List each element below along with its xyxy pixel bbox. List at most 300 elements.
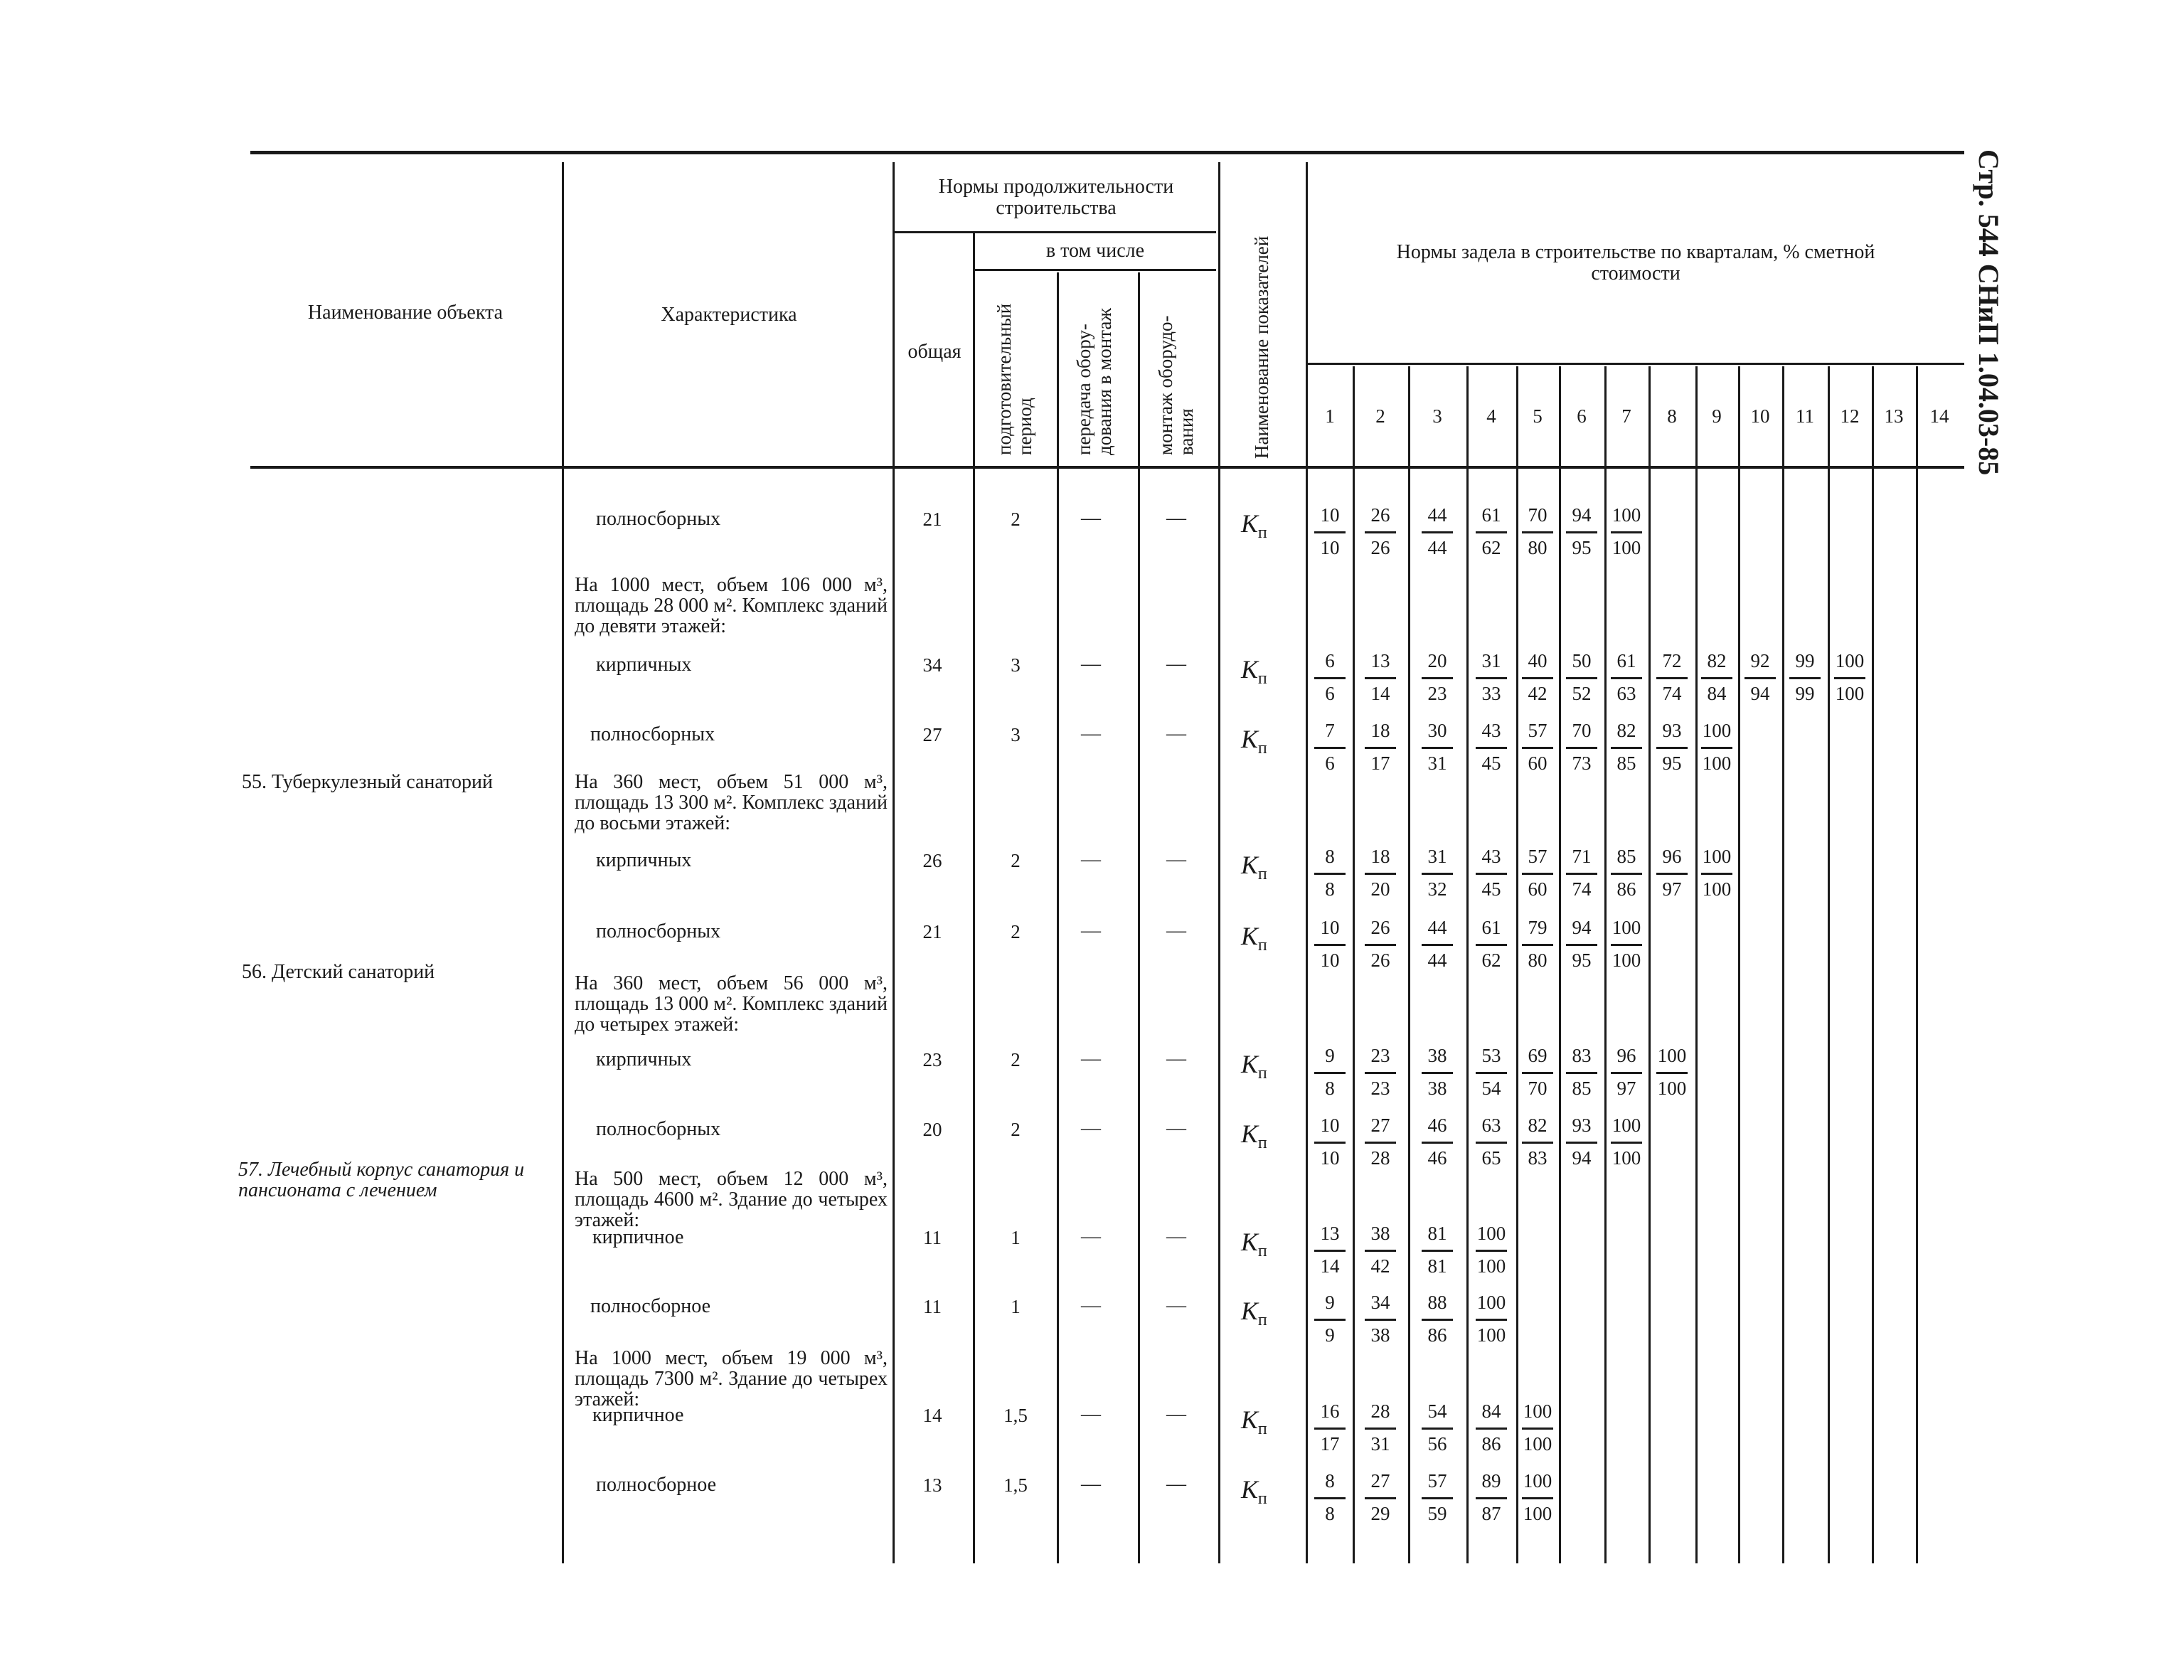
row-total: 14	[922, 1405, 942, 1426]
fraction-numerator: 61	[1481, 504, 1501, 526]
fraction-numerator: 9	[1325, 1292, 1335, 1313]
row-prep: 3	[1011, 654, 1021, 676]
row-transfer-dash: —	[1081, 920, 1101, 942]
indicator-header: Наименование показателей	[1251, 235, 1272, 459]
quarter-fraction	[1607, 1113, 1646, 1174]
quarter-fraction	[1310, 503, 1350, 564]
row-mount-dash: —	[1166, 1048, 1186, 1070]
fraction-numerator: 96	[1662, 846, 1682, 867]
fraction-bar	[1365, 944, 1396, 946]
quarter-fraction	[1697, 844, 1737, 905]
quarter-fraction	[1471, 649, 1511, 710]
col-line-mount	[1138, 272, 1140, 1563]
fraction-bar	[1611, 747, 1642, 749]
fraction-bar	[1314, 1497, 1346, 1499]
fraction-numerator: 43	[1481, 846, 1501, 867]
fraction-bar	[1422, 1319, 1453, 1321]
fraction-numerator: 79	[1528, 917, 1548, 938]
fraction-denominator: 86	[1427, 1324, 1447, 1346]
duration-header: Нормы продолжительности строительства	[938, 176, 1174, 219]
quarter-fraction	[1652, 844, 1692, 905]
fraction-numerator: 92	[1750, 650, 1770, 671]
fraction-numerator: 99	[1795, 650, 1815, 671]
fraction-denominator: 84	[1707, 683, 1727, 704]
fraction-bar	[1611, 873, 1642, 875]
quarter-header: 14	[1929, 405, 1949, 427]
fraction-numerator: 38	[1427, 1045, 1447, 1066]
fraction-numerator: 44	[1427, 917, 1447, 938]
fraction-bar	[1789, 677, 1821, 679]
fraction-denominator: 86	[1481, 1433, 1501, 1455]
fraction-bar	[1314, 873, 1346, 875]
fraction-bar	[1365, 531, 1396, 533]
fraction-numerator: 81	[1427, 1223, 1447, 1244]
row-characteristic: полносборное	[590, 1295, 711, 1317]
indicator-subscript: п	[1257, 523, 1267, 543]
row-transfer-dash: —	[1081, 1048, 1101, 1070]
fraction-denominator: 81	[1427, 1255, 1447, 1277]
row-prep: 2	[1011, 1119, 1021, 1140]
quarter-header: 4	[1486, 405, 1496, 427]
fraction-bar	[1611, 944, 1642, 946]
quarter-fraction	[1310, 718, 1350, 780]
quarter-fraction	[1785, 649, 1825, 710]
quarter-fraction	[1518, 649, 1557, 710]
fraction-denominator: 100	[1612, 1147, 1641, 1169]
quarter-col-line	[1872, 366, 1874, 1563]
fraction-denominator: 86	[1616, 878, 1636, 900]
fraction-denominator: 46	[1427, 1147, 1447, 1169]
col-line-quarters	[1306, 162, 1308, 1563]
fraction-bar	[1476, 1142, 1507, 1144]
indicator-symbol: К	[1241, 1297, 1258, 1325]
indicator-symbol: К	[1241, 509, 1258, 538]
fraction-denominator: 100	[1612, 950, 1641, 971]
quarter-fraction	[1310, 915, 1350, 977]
row-indicator	[1241, 921, 1267, 955]
quarter-fraction	[1417, 915, 1457, 977]
quarter-col-line	[1559, 366, 1561, 1563]
indicator-symbol: К	[1241, 922, 1258, 950]
total-header: общая	[907, 341, 962, 363]
fraction-denominator: 95	[1662, 753, 1682, 774]
fraction-denominator: 95	[1572, 950, 1592, 971]
fraction-denominator: 10	[1320, 1147, 1340, 1169]
fraction-bar	[1422, 1428, 1453, 1430]
quarter-fraction	[1607, 649, 1646, 710]
fraction-numerator: 94	[1572, 917, 1592, 938]
quarter-col-line	[1782, 366, 1784, 1563]
fraction-numerator: 31	[1481, 650, 1501, 671]
fraction-numerator: 54	[1427, 1400, 1447, 1422]
fraction-bar	[1365, 1072, 1396, 1074]
indicator-subscript: п	[1257, 739, 1267, 758]
fraction-numerator: 100	[1702, 846, 1732, 867]
quarter-fraction	[1310, 1113, 1350, 1174]
fraction-numerator: 82	[1616, 720, 1636, 741]
fraction-bar	[1422, 873, 1453, 875]
indicator-subscript: п	[1257, 936, 1267, 955]
indicator-subscript: п	[1257, 669, 1267, 689]
quarter-col-line	[1916, 366, 1918, 1563]
fraction-denominator: 87	[1481, 1503, 1501, 1524]
fraction-numerator: 13	[1320, 1223, 1340, 1244]
fraction-denominator: 100	[1523, 1503, 1552, 1524]
row-mount-dash: —	[1166, 1473, 1186, 1495]
quarter-fraction	[1697, 649, 1737, 710]
row-total: 11	[923, 1296, 942, 1317]
description-1: На 1000 мест, объем 106 000 м³, площадь 28 000 м². Комплекс зданий до девяти этажей:	[575, 574, 888, 637]
fraction-denominator: 8	[1325, 1503, 1335, 1524]
quarter-header: 13	[1884, 405, 1904, 427]
fraction-numerator: 100	[1612, 1115, 1641, 1136]
fraction-denominator: 63	[1616, 683, 1636, 704]
row-mount-dash: —	[1166, 1226, 1186, 1248]
quarter-fraction	[1471, 1469, 1511, 1530]
fraction-bar	[1476, 1072, 1507, 1074]
fraction-bar	[1314, 1142, 1346, 1144]
col-line-characteristic	[562, 162, 564, 1563]
row-prep: 3	[1011, 724, 1021, 745]
fraction-denominator: 85	[1616, 753, 1636, 774]
quarter-header: 9	[1712, 405, 1722, 427]
quarter-fraction	[1310, 1043, 1350, 1105]
fraction-bar	[1701, 677, 1732, 679]
row-prep: 1,5	[1003, 1474, 1028, 1496]
row-total: 13	[922, 1474, 942, 1496]
fraction-bar	[1422, 531, 1453, 533]
quarter-fraction	[1562, 915, 1602, 977]
fraction-bar	[1422, 747, 1453, 749]
quarter-fraction	[1740, 649, 1780, 710]
fraction-bar	[1365, 1250, 1396, 1252]
fraction-bar	[1422, 1072, 1453, 1074]
fraction-numerator: 96	[1616, 1045, 1636, 1066]
quarter-fraction	[1518, 844, 1557, 905]
quarter-col-line	[1466, 366, 1469, 1563]
row-characteristic: полносборных	[596, 920, 721, 942]
mount-header: монтаж оборудо-вания	[1155, 315, 1197, 455]
indicator-symbol: К	[1241, 851, 1258, 879]
object-name-header: Наименование объекта	[307, 302, 504, 324]
row-total: 11	[923, 1227, 942, 1248]
fraction-denominator: 97	[1662, 878, 1682, 900]
quarter-header: 1	[1325, 405, 1335, 427]
fraction-bar	[1314, 1072, 1346, 1074]
indicator-subscript: п	[1257, 1420, 1267, 1439]
fraction-numerator: 31	[1427, 846, 1447, 867]
quarter-fraction	[1471, 718, 1511, 780]
quarter-fraction	[1360, 718, 1400, 780]
fraction-denominator: 8	[1325, 1078, 1335, 1099]
quarter-fraction	[1471, 915, 1511, 977]
fraction-numerator: 8	[1325, 1470, 1335, 1492]
fraction-numerator: 88	[1427, 1292, 1447, 1313]
indicator-symbol: К	[1241, 655, 1258, 684]
fraction-numerator: 13	[1370, 650, 1390, 671]
transfer-header: передача обору-дования в монтаж	[1073, 308, 1115, 455]
fraction-numerator: 18	[1370, 720, 1390, 741]
fraction-bar	[1476, 873, 1507, 875]
fraction-numerator: 94	[1572, 504, 1592, 526]
quarter-header: 3	[1432, 405, 1442, 427]
fraction-denominator: 17	[1370, 753, 1390, 774]
page-side-header: Стр. 544 СНиП 1.04.03-85	[1973, 149, 2005, 476]
fraction-denominator: 6	[1325, 683, 1335, 704]
quarter-fraction	[1360, 1113, 1400, 1174]
fraction-bar	[1476, 531, 1507, 533]
fraction-bar	[1656, 1072, 1688, 1074]
fraction-bar	[1522, 944, 1553, 946]
row-transfer-dash: —	[1081, 1403, 1101, 1425]
row-characteristic: кирпичное	[592, 1404, 684, 1426]
quarter-header: 12	[1840, 405, 1860, 427]
quarter-fraction	[1417, 1290, 1457, 1351]
fraction-numerator: 26	[1370, 504, 1390, 526]
fraction-numerator: 6	[1325, 650, 1335, 671]
fraction-numerator: 63	[1481, 1115, 1501, 1136]
fraction-denominator: 74	[1662, 683, 1682, 704]
fraction-numerator: 7	[1325, 720, 1335, 741]
fraction-denominator: 28	[1370, 1147, 1390, 1169]
fraction-bar	[1365, 1428, 1396, 1430]
fraction-denominator: 17	[1320, 1433, 1340, 1455]
quarter-fraction	[1360, 1043, 1400, 1105]
fraction-bar	[1701, 747, 1732, 749]
row-characteristic: полносборное	[596, 1474, 717, 1496]
quarter-fraction	[1360, 1221, 1400, 1282]
quarter-fraction	[1562, 649, 1602, 710]
quarter-header: 8	[1667, 405, 1677, 427]
fraction-numerator: 43	[1481, 720, 1501, 741]
indicator-symbol: К	[1241, 725, 1258, 753]
fraction-denominator: 42	[1370, 1255, 1390, 1277]
fraction-bar	[1314, 1428, 1346, 1430]
fraction-bar	[1314, 531, 1346, 533]
row-indicator	[1241, 654, 1267, 689]
fraction-bar	[1522, 873, 1553, 875]
row-prep: 1,5	[1003, 1405, 1028, 1426]
fraction-numerator: 100	[1523, 1400, 1552, 1422]
row-characteristic: полносборных	[596, 508, 721, 530]
fraction-denominator: 94	[1750, 683, 1770, 704]
fraction-numerator: 69	[1528, 1045, 1548, 1066]
fraction-bar	[1476, 1497, 1507, 1499]
row-total: 23	[922, 1049, 942, 1070]
fraction-denominator: 23	[1427, 683, 1447, 704]
quarter-fraction	[1471, 1043, 1511, 1105]
quarter-fraction	[1562, 1113, 1602, 1174]
fraction-numerator: 46	[1427, 1115, 1447, 1136]
object-56: 56. Детский санаторий	[242, 961, 435, 983]
row-characteristic: кирпичное	[592, 1226, 684, 1248]
indicator-subscript: п	[1257, 1134, 1267, 1153]
fraction-bar	[1656, 677, 1688, 679]
col-line-transfer	[1057, 272, 1059, 1563]
quarter-fraction	[1562, 718, 1602, 780]
characteristic-header: Характеристика	[661, 304, 797, 326]
row-transfer-dash: —	[1081, 1473, 1101, 1495]
row-transfer-dash: —	[1081, 1294, 1101, 1317]
fraction-numerator: 61	[1481, 917, 1501, 938]
fraction-numerator: 100	[1476, 1292, 1506, 1313]
fraction-bar	[1611, 1142, 1642, 1144]
quarter-col-line	[1408, 366, 1410, 1563]
fraction-bar	[1566, 1072, 1597, 1074]
fraction-denominator: 54	[1481, 1078, 1501, 1099]
fraction-denominator: 23	[1370, 1078, 1390, 1099]
fraction-denominator: 62	[1481, 537, 1501, 558]
fraction-numerator: 93	[1572, 1115, 1592, 1136]
fraction-denominator: 26	[1370, 950, 1390, 971]
quarter-fraction	[1562, 503, 1602, 564]
indicator-subscript: п	[1257, 1489, 1267, 1509]
fraction-bar	[1365, 1142, 1396, 1144]
fraction-denominator: 14	[1370, 683, 1390, 704]
quarter-col-line	[1648, 366, 1651, 1563]
fraction-numerator: 20	[1427, 650, 1447, 671]
fraction-denominator: 85	[1572, 1078, 1592, 1099]
quarter-fraction	[1518, 1469, 1557, 1530]
fraction-denominator: 26	[1370, 537, 1390, 558]
quarter-header: 6	[1577, 405, 1587, 427]
including-rule	[974, 269, 1216, 271]
row-mount-dash: —	[1166, 849, 1186, 871]
fraction-numerator: 30	[1427, 720, 1447, 741]
quarter-fraction	[1360, 649, 1400, 710]
fraction-numerator: 44	[1427, 504, 1447, 526]
fraction-bar	[1314, 747, 1346, 749]
quarter-col-line	[1353, 366, 1355, 1563]
quarter-fraction	[1562, 844, 1602, 905]
quarter-fraction	[1518, 1399, 1557, 1460]
row-mount-dash: —	[1166, 1294, 1186, 1317]
fraction-bar	[1476, 747, 1507, 749]
indicator-subscript: п	[1257, 1311, 1267, 1330]
fraction-numerator: 100	[1523, 1470, 1552, 1492]
row-total: 21	[922, 921, 942, 942]
indicator-symbol: К	[1241, 1475, 1258, 1504]
row-indicator	[1241, 1405, 1267, 1439]
fraction-denominator: 45	[1481, 753, 1501, 774]
row-characteristic: кирпичных	[596, 849, 692, 871]
row-characteristic: кирпичных	[596, 654, 692, 676]
row-total: 27	[922, 724, 942, 745]
col-line-prep	[973, 233, 975, 1563]
quarter-fraction	[1360, 915, 1400, 977]
fraction-denominator: 100	[1476, 1255, 1506, 1277]
fraction-bar	[1522, 531, 1553, 533]
description-3: На 360 мест, объем 56 000 м³, площадь 13 000 м². Комплекс зданий до четырех этажей:	[575, 972, 888, 1036]
fraction-numerator: 40	[1528, 650, 1548, 671]
table-top-rule	[250, 151, 1964, 154]
fraction-denominator: 95	[1572, 537, 1592, 558]
quarter-fraction	[1360, 1469, 1400, 1530]
quarter-fraction	[1360, 1290, 1400, 1351]
object-57: 57. Лечебный корпус санатория и пансионата с лечением	[238, 1159, 525, 1201]
description-2: На 360 мест, объем 51 000 м³, площадь 13 300 м². Комплекс зданий до восьми этажей:	[575, 771, 888, 834]
row-total: 21	[922, 509, 942, 530]
fraction-numerator: 18	[1370, 846, 1390, 867]
quarter-col-line	[1738, 366, 1740, 1563]
fraction-numerator: 16	[1320, 1400, 1340, 1422]
quarter-fraction	[1518, 1043, 1557, 1105]
fraction-denominator: 73	[1572, 753, 1592, 774]
quarter-fraction	[1310, 1469, 1350, 1530]
row-mount-dash: —	[1166, 920, 1186, 942]
quarter-fraction	[1607, 718, 1646, 780]
fraction-numerator: 34	[1370, 1292, 1390, 1313]
fraction-bar	[1365, 677, 1396, 679]
fraction-bar	[1611, 677, 1642, 679]
fraction-denominator: 44	[1427, 950, 1447, 971]
fraction-numerator: 93	[1662, 720, 1682, 741]
fraction-denominator: 100	[1835, 683, 1865, 704]
fraction-bar	[1566, 747, 1597, 749]
quarter-header: 2	[1375, 405, 1385, 427]
fraction-numerator: 83	[1572, 1045, 1592, 1066]
row-prep: 2	[1011, 921, 1021, 942]
fraction-bar	[1522, 1072, 1553, 1074]
fraction-denominator: 60	[1528, 753, 1548, 774]
quarter-fraction	[1360, 503, 1400, 564]
fraction-bar	[1566, 677, 1597, 679]
fraction-denominator: 100	[1523, 1433, 1552, 1455]
quarter-fraction	[1417, 1399, 1457, 1460]
fraction-bar	[1701, 873, 1732, 875]
row-characteristic: полносборных	[590, 723, 715, 745]
quarter-fraction	[1652, 718, 1692, 780]
fraction-bar	[1422, 944, 1453, 946]
fraction-numerator: 100	[1476, 1223, 1506, 1244]
row-total: 26	[922, 850, 942, 871]
fraction-bar	[1314, 677, 1346, 679]
including-header: в том числе	[1045, 240, 1145, 262]
fraction-bar	[1476, 677, 1507, 679]
col-line-total	[893, 162, 895, 1563]
fraction-numerator: 27	[1370, 1115, 1390, 1136]
quarter-fraction	[1417, 1221, 1457, 1282]
quarter-fraction	[1310, 649, 1350, 710]
quarter-fraction	[1417, 1469, 1457, 1530]
fraction-numerator: 100	[1657, 1045, 1687, 1066]
fraction-bar	[1522, 1497, 1553, 1499]
quarter-header: 5	[1533, 405, 1543, 427]
quarter-col-line	[1695, 366, 1698, 1563]
fraction-numerator: 89	[1481, 1470, 1501, 1492]
backlog-header: Нормы задела в строительстве по кварталам, % сметной стоимости	[1396, 241, 1875, 285]
fraction-denominator: 9	[1325, 1324, 1335, 1346]
fraction-denominator: 38	[1370, 1324, 1390, 1346]
quarter-fraction	[1562, 1043, 1602, 1105]
row-characteristic: полносборных	[596, 1118, 721, 1140]
quarter-fraction	[1417, 844, 1457, 905]
quarter-fraction	[1518, 915, 1557, 977]
backlog-title-rule	[1307, 363, 1964, 365]
fraction-denominator: 100	[1702, 878, 1732, 900]
fraction-denominator: 10	[1320, 537, 1340, 558]
quarter-fraction	[1697, 718, 1737, 780]
fraction-denominator: 99	[1795, 683, 1815, 704]
fraction-numerator: 61	[1616, 650, 1636, 671]
indicator-subscript: п	[1257, 1242, 1267, 1261]
quarter-fraction	[1310, 1221, 1350, 1282]
indicator-symbol: К	[1241, 1228, 1258, 1256]
fraction-numerator: 100	[1702, 720, 1732, 741]
row-mount-dash: —	[1166, 653, 1186, 675]
quarter-header: 7	[1621, 405, 1631, 427]
fraction-numerator: 71	[1572, 846, 1592, 867]
